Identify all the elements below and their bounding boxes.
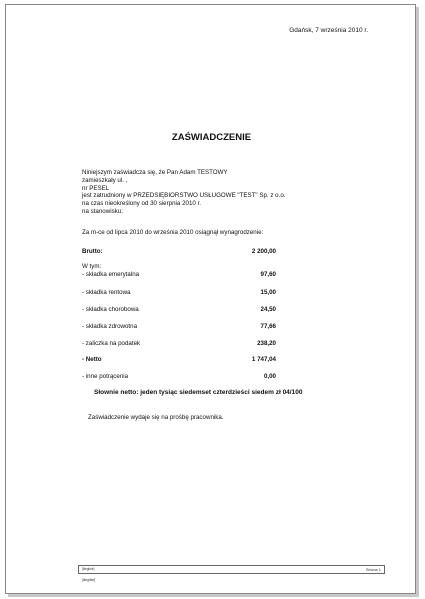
sickness-contribution-label: - składka chorobowa bbox=[82, 306, 139, 313]
gross-value: 2 200,00 bbox=[251, 248, 276, 255]
salary-period: Za m-ce od lipca 2010 do września 2010 osiągnął wynagrodzenie: bbox=[82, 229, 264, 236]
net-in-words: Słownie netto: jeden tysiąc siedemset czterdzieści siedem zł 04/100 bbox=[94, 389, 303, 396]
intro-paragraph bbox=[82, 169, 285, 216]
closing-statement: Zaświadczenie wydaje się na prośbę pracownika. bbox=[88, 414, 224, 421]
other-deductions-label: - inne potrącenia bbox=[82, 373, 129, 380]
footer-program-info: [illegible] bbox=[82, 567, 95, 571]
disability-contribution-label: - składka rentowa bbox=[82, 289, 131, 296]
document-title: ZAŚWIADCZENIE bbox=[171, 132, 252, 143]
in-which-label: W tym: bbox=[82, 263, 102, 270]
tax-advance-label: - zaliczka na podatek bbox=[82, 340, 141, 347]
pension-contribution-value: 97,60 bbox=[260, 271, 276, 278]
intro-line: Niniejszym zaświadcza się, że Pan Adam TESTOWY bbox=[82, 169, 228, 176]
footer-note: [illegible] bbox=[82, 578, 96, 582]
health-contribution-label: - składka zdrowotna bbox=[82, 323, 138, 330]
intro-line: jest zatrudniony w PRZEDSIĘBIORSTWO USŁUGOWE "TEST" Sp. z o.o. bbox=[82, 192, 286, 200]
sickness-contribution-value: 24,50 bbox=[260, 306, 276, 313]
tax-advance-value: 238,20 bbox=[257, 340, 276, 347]
net-label: - Netto bbox=[82, 356, 102, 363]
intro-line: na czas nieokreślony od 30 sierpnia 2010 r. bbox=[82, 200, 202, 208]
health-contribution-value: 77,66 bbox=[260, 323, 276, 330]
net-value: 1 747,04 bbox=[251, 356, 276, 363]
disability-contribution-value: 15,00 bbox=[260, 289, 276, 296]
intro-line: na stanowisku: bbox=[82, 207, 123, 215]
page-number: Strona 1 bbox=[365, 567, 381, 572]
intro-line: nr PESEL bbox=[82, 184, 110, 192]
gross-label: Brutto: bbox=[82, 248, 103, 255]
place-date: Gdańsk, 7 września 2010 r. bbox=[289, 27, 368, 34]
intro-line: zamieszkały ul. , bbox=[82, 176, 128, 184]
footer-box bbox=[78, 565, 385, 574]
other-deductions-value: 0,00 bbox=[263, 373, 276, 380]
pension-contribution-label: - składka emerytalna bbox=[82, 271, 140, 278]
document-page bbox=[5, 4, 416, 594]
